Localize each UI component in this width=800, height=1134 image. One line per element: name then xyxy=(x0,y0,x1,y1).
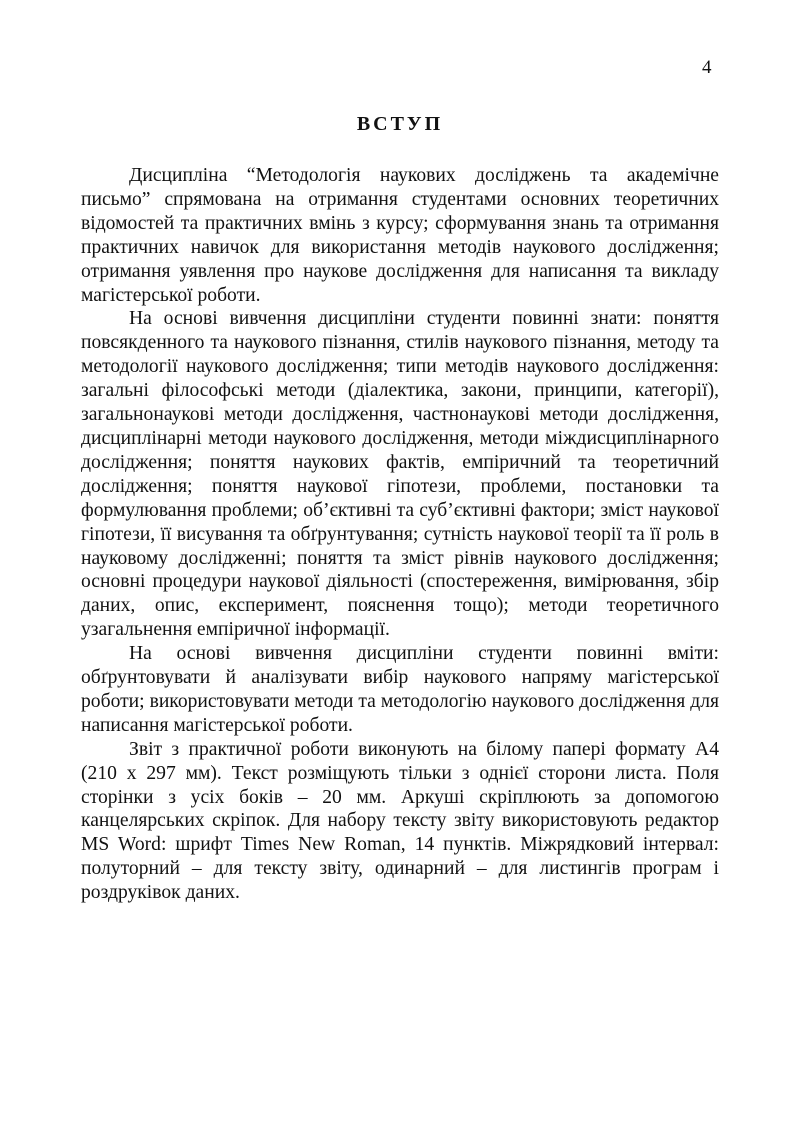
page-title: ВСТУП xyxy=(356,113,444,135)
paragraph-skills: На основі вивчення дисципліни студенти повинні вміти: обґрунтовувати й аналізувати вибір наукового напряму магістерської роботи; використовувати методи та методологію наукового дослідження для написання магістерської роботи. xyxy=(81,643,719,736)
page-number: 4 xyxy=(702,57,712,78)
paragraph-report-format: Звіт з практичної роботи виконують на білому папері формату А4 (210 х 297 мм). Текст розміщують тільки з однієї сторони листа. Поля сторінки з усіх боків – 20 мм. Аркуші скріплюють за допомогою канцелярських скріпок. Для набору тексту звіту використовують редактор MS Word: шрифт Times New Roman, 14 пунктів. Міжрядковий інтервал: полуторний – для тексту звіту, одинарний – для листингів програм і роздруківок даних. xyxy=(81,738,719,904)
paragraph-intro: Дисципліна “Методологія наукових досліджень та академічне письмо” спрямована на отримання студентами основних теоретичних відомостей та практичних вмінь з курсу; сформування знань та отримання практичних навичок для використання методів наукового дослідження; отримання уявлення про наукове дослідження для написання та викладу магістерської роботи. xyxy=(81,165,719,306)
document-body xyxy=(81,164,719,905)
paragraph-knowledge: На основі вивчення дисципліни студенти повинні знати: поняття повсякденного та наукового пізнання, стилів наукового пізнання, методу та методології наукового дослідження; типи методів наукового дослідження: загальні філософські методи (діалектика, закони, принципи, категорії), загальнонаукові методи дослідження, частнонаукові методи дослідження, дисциплінарні методи наукового дослідження, методи міждисциплінарного дослідження; поняття наукових фактів, емпіричний та теоретичний дослідження; поняття наукової гіпотези, проблеми, постановки та формулювання проблеми; об’єктивні та суб’єктивні фактори; зміст наукової гіпотези, її висування та обґрунтування; сутність наукової теорії та її роль в науковому дослідженні; поняття та зміст рівнів наукового дослідження; основні процедури наукової діяльності (спостереження, вимірювання, збір даних, опис, експеримент, пояснення тощо); методи теоретичного узагальнення емпіричної інформації. xyxy=(81,308,719,641)
